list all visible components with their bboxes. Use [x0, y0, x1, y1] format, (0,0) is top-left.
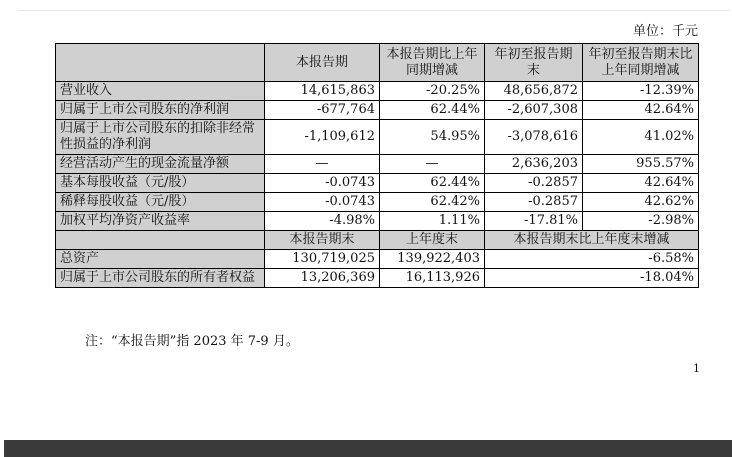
table-cell: -6.58% — [485, 250, 699, 269]
page-top-border — [18, 10, 730, 11]
table-cell: 42.64% — [583, 101, 699, 120]
footnote: 注：“本报告期”指 2023 年 7-9 月。 — [85, 334, 299, 349]
table-cell: 130,719,025 — [265, 250, 380, 269]
table-cell: 13,206,369 — [265, 269, 380, 288]
financial-data-table — [55, 43, 699, 288]
table-cell: 54.95% — [380, 120, 485, 155]
table-cell: — — [265, 155, 380, 174]
table-cell: -0.2857 — [485, 193, 583, 212]
table-cell: 62.44% — [380, 174, 485, 193]
table-row — [56, 174, 699, 193]
table-row — [56, 101, 699, 120]
table-cell: -3,078,616 — [485, 120, 583, 155]
header-cell: 本报告期末 — [265, 231, 380, 250]
table-cell: -0.0743 — [265, 193, 380, 212]
table-cell: 48,656,872 — [485, 82, 583, 101]
table-cell: -1,109,612 — [265, 120, 380, 155]
header-cell: 年初至报告期末 — [485, 44, 583, 82]
table-header-row — [56, 44, 699, 82]
table-cell: 42.64% — [583, 174, 699, 193]
header-corner — [56, 231, 265, 250]
table-cell: -677,764 — [265, 101, 380, 120]
row-label: 基本每股收益（元/股） — [56, 174, 265, 193]
table-row — [56, 82, 699, 101]
page-number: 1 — [693, 362, 700, 375]
table-cell: 139,922,403 — [380, 250, 485, 269]
viewer-bottom-bar — [4, 440, 732, 457]
table-row — [56, 120, 699, 155]
row-label: 加权平均净资产收益率 — [56, 212, 265, 231]
table-header-row — [56, 231, 699, 250]
table-row — [56, 212, 699, 231]
header-corner — [56, 44, 265, 82]
table-row — [56, 193, 699, 212]
table-cell: -12.39% — [583, 82, 699, 101]
table-cell: 41.02% — [583, 120, 699, 155]
table-cell: -4.98% — [265, 212, 380, 231]
row-label: 稀释每股收益（元/股） — [56, 193, 265, 212]
row-label: 归属于上市公司股东的扣除非经常性损益的净利润 — [56, 120, 265, 155]
table-cell: -0.2857 — [485, 174, 583, 193]
table-cell: 2,636,203 — [485, 155, 583, 174]
unit-label: 单位：千元 — [632, 24, 698, 39]
header-cell: 本报告期 — [265, 44, 380, 82]
table-cell: 14,615,863 — [265, 82, 380, 101]
table-row — [56, 269, 699, 288]
table-cell: 16,113,926 — [380, 269, 485, 288]
table-cell: 955.57% — [583, 155, 699, 174]
header-cell: 本报告期比上年同期增减 — [380, 44, 485, 82]
table-row — [56, 250, 699, 269]
row-label: 总资产 — [56, 250, 265, 269]
table-cell: -0.0743 — [265, 174, 380, 193]
row-label: 归属于上市公司股东的净利润 — [56, 101, 265, 120]
table-cell: -2.98% — [583, 212, 699, 231]
header-cell: 本报告期末比上年度末增减 — [485, 231, 699, 250]
table-cell: -20.25% — [380, 82, 485, 101]
row-label: 经营活动产生的现金流量净额 — [56, 155, 265, 174]
row-label: 营业收入 — [56, 82, 265, 101]
row-label: 归属于上市公司股东的所有者权益 — [56, 269, 265, 288]
table-cell: 42.62% — [583, 193, 699, 212]
table-cell: — — [380, 155, 485, 174]
header-cell: 年初至报告期末比上年同期增减 — [583, 44, 699, 82]
table-cell: 1.11% — [380, 212, 485, 231]
table-cell: 62.44% — [380, 101, 485, 120]
table-cell: -18.04% — [485, 269, 699, 288]
table-row — [56, 155, 699, 174]
table-cell: -17.81% — [485, 212, 583, 231]
table-cell: -2,607,308 — [485, 101, 583, 120]
header-cell: 上年度末 — [380, 231, 485, 250]
table-cell: 62.42% — [380, 193, 485, 212]
